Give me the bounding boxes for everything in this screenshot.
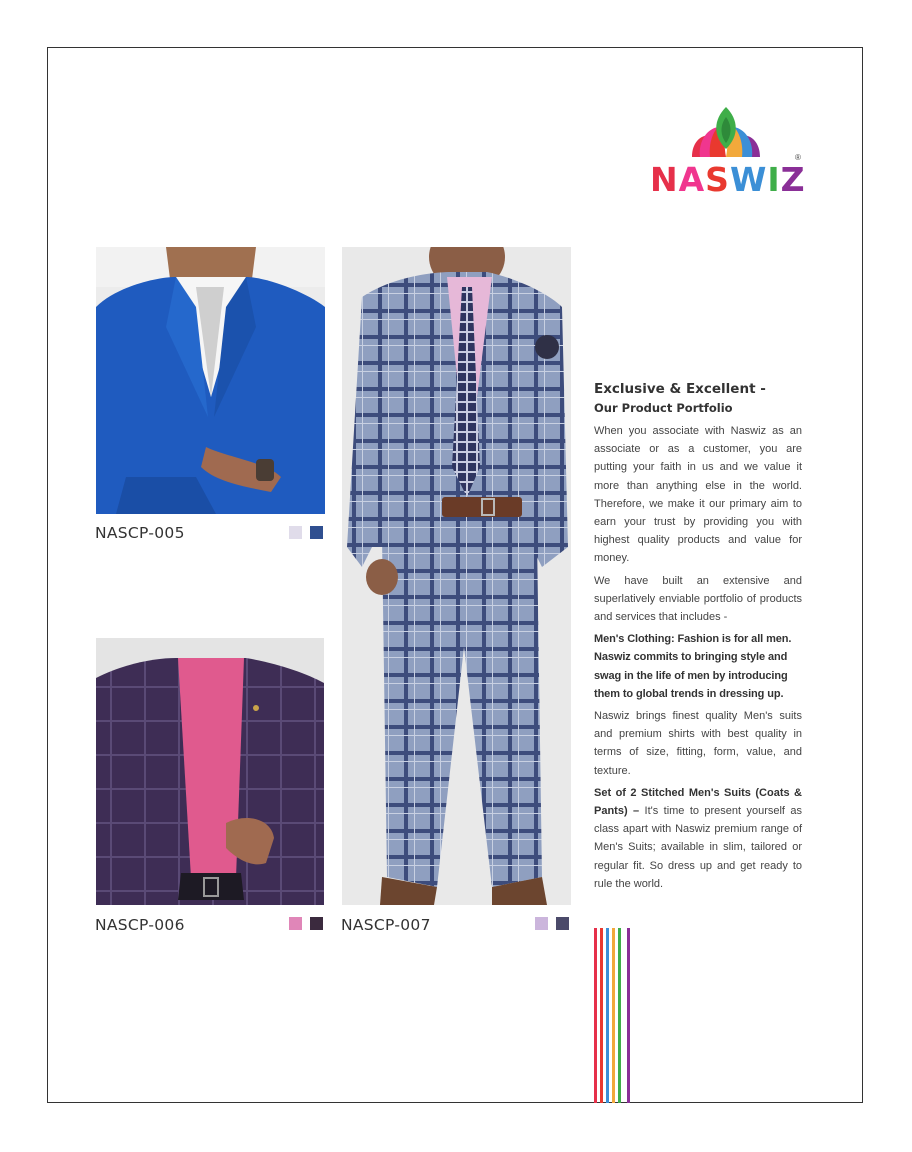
- accent-stripe: [627, 928, 630, 1103]
- registered-mark: ®: [795, 153, 801, 162]
- color-swatch[interactable]: [310, 526, 323, 539]
- accent-stripe: [612, 928, 615, 1103]
- paragraph-mens-clothing: Men's Clothing: Fashion is for all men. Naswiz commits to bringing style and swag in the life of men by introducing them to global trends in dressing up.: [594, 633, 792, 700]
- accent-stripe: [606, 928, 609, 1103]
- product-photo-nascp-007: [342, 247, 571, 905]
- brand-letter: S: [705, 160, 730, 199]
- product-code: NASCP-006: [95, 916, 185, 934]
- paragraph-suits-set: [594, 784, 802, 893]
- paragraph-portfolio: We have built an extensive and superlatively enviable portfolio of products and services that includes -: [594, 574, 802, 624]
- product-code: NASCP-007: [341, 916, 431, 934]
- brand-letter: N: [650, 160, 679, 199]
- brand-letter: I: [767, 160, 781, 199]
- color-swatch[interactable]: [289, 917, 302, 930]
- accent-stripes: [594, 928, 634, 1103]
- color-swatch[interactable]: [289, 526, 302, 539]
- paragraph-suits-quality: Naswiz brings finest quality Men's suits and premium shirts with best quality in terms of size, fitting, form, value, and texture.: [594, 710, 802, 777]
- product-photo-nascp-006: [96, 638, 324, 905]
- suits-set-body: It's time to present yourself as class apart with Naswiz premium range of Men's Suits; available in slim, tailored or regular fit. So dress up and get ready to rule the world.: [594, 805, 803, 890]
- brand-letter: Z: [780, 160, 806, 199]
- color-swatch[interactable]: [535, 917, 548, 930]
- accent-stripe: [594, 928, 597, 1103]
- brand-letter: A: [678, 160, 706, 199]
- color-swatch[interactable]: [556, 917, 569, 930]
- product-code: NASCP-005: [95, 524, 185, 542]
- color-swatch[interactable]: [310, 917, 323, 930]
- paragraph-intro: When you associate with Naswiz as an associate or as a customer, you are putting your faith in us and we value it more than anything else in the world. Therefore, we make it our primary aim to earn your trust by providing you with highest quality products and value for money.: [594, 425, 802, 565]
- accent-stripe: [618, 928, 621, 1103]
- suits-set-title: Set of 2 Stitched Men's Suits (Coats & Pants) –: [594, 786, 802, 818]
- portfolio-text: [594, 380, 802, 897]
- section-subheading: Our Product Portfolio: [594, 401, 733, 415]
- brand-wordmark: [650, 160, 805, 199]
- lotus-logo-icon: [690, 105, 762, 160]
- naswiz-logo: [650, 105, 810, 200]
- accent-stripe: [600, 928, 603, 1103]
- section-heading: Exclusive & Excellent -: [594, 381, 766, 397]
- product-photo-nascp-005: [96, 247, 325, 514]
- brand-letter: W: [729, 160, 768, 199]
